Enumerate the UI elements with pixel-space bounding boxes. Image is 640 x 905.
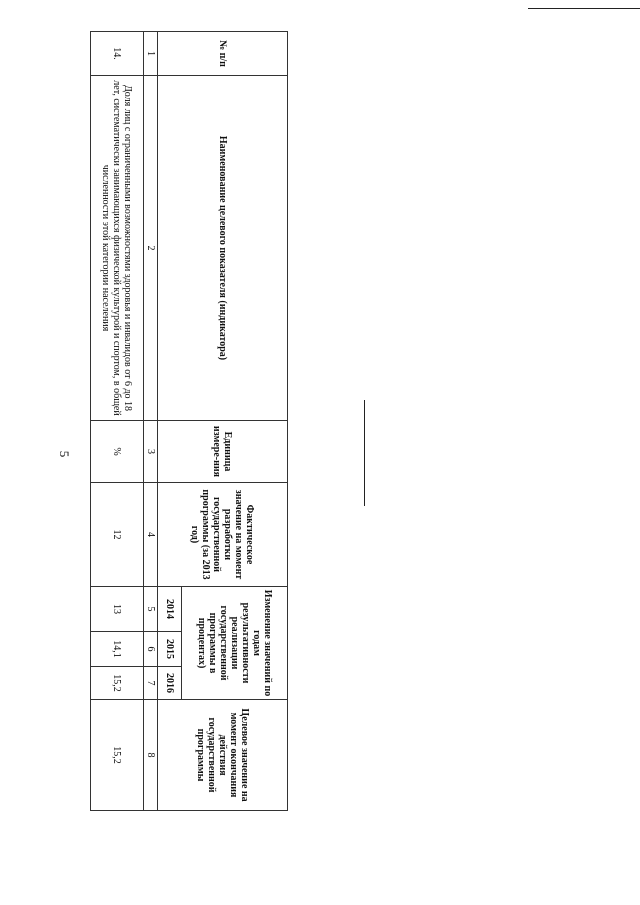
column-number-5: 5 xyxy=(144,587,158,632)
header-year-2015: 2015 xyxy=(158,632,182,667)
indicator-table-rotated xyxy=(92,31,288,810)
header-year-2014: 2014 xyxy=(158,587,182,632)
column-number-1: 1 xyxy=(144,32,158,76)
header-unit: Единица измере-ния xyxy=(158,421,288,483)
column-number-2: 2 xyxy=(144,76,158,421)
top-edge-line xyxy=(528,8,640,9)
column-number-4: 4 xyxy=(144,483,158,587)
row-indicator-name: Доля лиц с ограниченными возможностями здоровья и инвалидов от 6 до 18 лет, систематически занимающихся физической культурой и спортом, в общей численности этой категории населения xyxy=(91,76,144,421)
row-target-value: 15,2 xyxy=(91,700,144,811)
column-number-3: 3 xyxy=(144,421,158,483)
column-number-8: 8 xyxy=(144,700,158,811)
column-number-6: 6 xyxy=(144,632,158,667)
indicator-table xyxy=(90,31,288,811)
row-num: 14. xyxy=(91,32,144,76)
header-change: Изменение значений по годам результативности реализации государственной программы в процентах) xyxy=(182,587,288,700)
row-value-2015: 14,1 xyxy=(91,632,144,667)
indicator-table-frame xyxy=(92,31,288,810)
header-year-2016: 2016 xyxy=(158,667,182,700)
column-number-7: 7 xyxy=(144,667,158,700)
page-number: 5 xyxy=(57,450,72,458)
row-value-2014: 13 xyxy=(91,587,144,632)
row-unit: % xyxy=(91,421,144,483)
table-row xyxy=(91,32,144,811)
header-actual: Фактическое значение на момент разработки государственной программы (за 2013 год) xyxy=(158,483,288,587)
signature-line xyxy=(364,400,365,506)
header-name: Наименование целевого показателя (индикатора) xyxy=(158,76,288,421)
header-target: Целевое значение на момент окончания действия государственной программы xyxy=(158,700,288,811)
header-num: № п/п xyxy=(158,32,288,76)
row-actual-value: 12 xyxy=(91,483,144,587)
row-value-2016: 15,2 xyxy=(91,667,144,700)
